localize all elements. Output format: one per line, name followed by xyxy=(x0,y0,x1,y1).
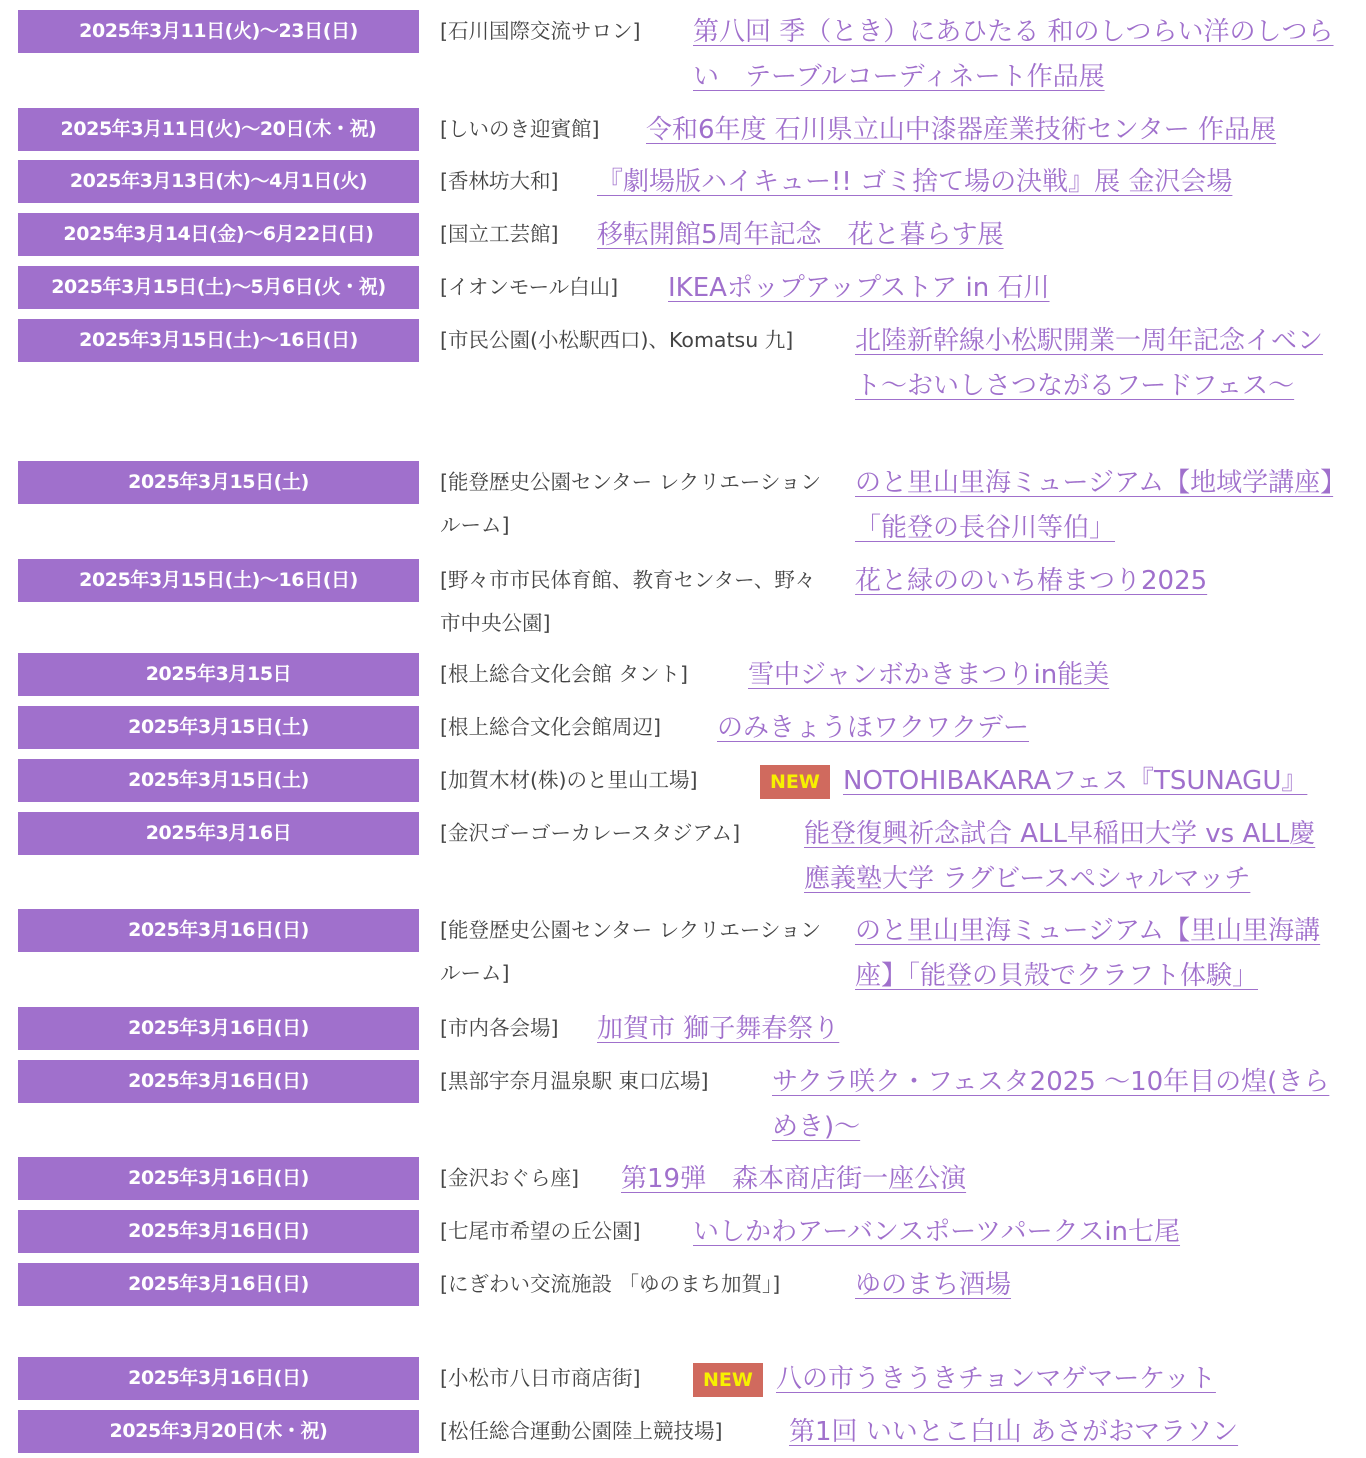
event-date: 2025年3月16日(日) xyxy=(18,909,419,952)
event-title-link[interactable]: 移転開館5周年記念 花と暮らす展 xyxy=(597,220,1004,250)
event-venue: [市民公園(小松駅西口)、Komatsu 九] xyxy=(440,328,794,352)
event-venue: [野々市市民体育館、教育センター、野々市中央公園] xyxy=(440,568,816,635)
event-date: 2025年3月20日(木・祝) xyxy=(18,1410,419,1453)
event-title-link[interactable]: のみきょうほワクワクデー xyxy=(717,713,1030,743)
event-venue: [小松市八日市商店街] xyxy=(440,1366,641,1390)
event-venue: [イオンモール白山] xyxy=(440,275,619,299)
event-title-link[interactable]: 加賀市 獅子舞春祭り xyxy=(597,1014,840,1044)
event-title-link[interactable]: いしかわアーバンスポーツパークスin七尾 xyxy=(693,1217,1181,1247)
event-venue: [しいのき迎賓館] xyxy=(440,117,600,141)
event-title-link[interactable]: 第八回 季（とき）にあひたる 和のしつらい洋のしつらい テーブルコーディネート作品展 xyxy=(693,17,1334,92)
event-date: 2025年3月15日 xyxy=(18,653,419,696)
event-date: 2025年3月11日(火)〜20日(木・祝) xyxy=(18,108,419,151)
event-date: 2025年3月16日(日) xyxy=(18,1357,419,1400)
event-date: 2025年3月16日(日) xyxy=(18,1210,419,1253)
event-venue: [能登歴史公園センター レクリエーションルーム] xyxy=(440,470,822,537)
event-date: 2025年3月15日(土) xyxy=(18,461,419,504)
event-venue: [根上総合文化会館 タント] xyxy=(440,662,689,686)
event-date: 2025年3月15日(土) xyxy=(18,706,419,749)
event-venue: [黒部宇奈月温泉駅 東口広場] xyxy=(440,1069,709,1093)
event-title-link[interactable]: ゆのまち酒場 xyxy=(855,1270,1012,1300)
event-date: 2025年3月15日(土)〜16日(日) xyxy=(18,559,419,602)
event-date: 2025年3月16日(日) xyxy=(18,1263,419,1306)
event-title-link[interactable]: 能登復興祈念試合 ALL早稲田大学 vs ALL慶應義塾大学 ラグビースペシャルマッチ xyxy=(804,819,1316,894)
event-title-link[interactable]: サクラ咲ク・フェスタ2025 〜10年目の煌(きらめき)〜 xyxy=(772,1067,1330,1142)
event-title-link[interactable]: 第1回 いいとこ白山 あさがおマラソン xyxy=(789,1417,1239,1447)
event-title-link[interactable]: 八の市うきうきチョンマゲマーケット xyxy=(776,1364,1216,1394)
event-venue: [七尾市希望の丘公園] xyxy=(440,1219,641,1243)
event-date: 2025年3月16日(日) xyxy=(18,1060,419,1103)
event-venue: [根上総合文化会館周辺] xyxy=(440,715,661,739)
event-venue: [加賀木材(株)のと里山工場] xyxy=(440,768,698,792)
event-date: 2025年3月13日(木)〜4月1日(火) xyxy=(18,160,419,203)
event-title-link[interactable]: 『劇場版ハイキュー!! ゴミ捨て場の決戦』展 金沢会場 xyxy=(597,167,1233,197)
event-title-link[interactable]: 雪中ジャンボかきまつりin能美 xyxy=(748,660,1110,690)
event-venue: [香林坊大和] xyxy=(440,169,559,193)
event-date: 2025年3月16日(日) xyxy=(18,1157,419,1200)
event-title-link[interactable]: 令和6年度 石川県立山中漆器産業技術センター 作品展 xyxy=(646,115,1277,145)
event-title-link[interactable]: NOTOHIBAKARAフェス『TSUNAGU』 xyxy=(843,766,1308,796)
event-date: 2025年3月16日(日) xyxy=(18,1007,419,1050)
new-badge: NEW xyxy=(693,1363,763,1397)
event-date: 2025年3月11日(火)〜23日(日) xyxy=(18,10,419,53)
event-date: 2025年3月14日(金)〜6月22日(日) xyxy=(18,213,419,256)
event-title-link[interactable]: 花と緑ののいち椿まつり2025 xyxy=(855,566,1208,596)
event-date: 2025年3月15日(土) xyxy=(18,759,419,802)
event-date: 2025年3月15日(土)〜16日(日) xyxy=(18,319,419,362)
event-venue: [国立工芸館] xyxy=(440,222,559,246)
event-venue: [金沢おぐら座] xyxy=(440,1166,579,1190)
event-title-link[interactable]: IKEAポップアップストア in 石川 xyxy=(668,273,1050,303)
event-venue: [能登歴史公園センター レクリエーションルーム] xyxy=(440,918,822,985)
event-date: 2025年3月16日 xyxy=(18,812,419,855)
event-venue: [にぎわい交流施設 「ゆのまち加賀」] xyxy=(440,1272,781,1296)
event-date: 2025年3月15日(土)〜5月6日(火・祝) xyxy=(18,266,419,309)
event-venue: [金沢ゴーゴーカレースタジアム] xyxy=(440,821,741,845)
event-venue: [松任総合運動公園陸上競技場] xyxy=(440,1419,723,1443)
new-badge: NEW xyxy=(760,765,830,799)
event-title-link[interactable]: のと里山里海ミュージアム【地域学講座】「能登の長谷川等伯」 xyxy=(855,468,1334,543)
event-venue: [市内各会場] xyxy=(440,1016,559,1040)
event-title-link[interactable]: 北陸新幹線小松駅開業一周年記念イベント〜おいしさつながるフードフェス〜 xyxy=(855,326,1324,401)
event-title-link[interactable]: 第19弾 森本商店街一座公演 xyxy=(621,1164,967,1194)
event-venue: [石川国際交流サロン] xyxy=(440,19,641,43)
event-title-link[interactable]: のと里山里海ミュージアム【里山里海講座】「能登の貝殻でクラフト体験」 xyxy=(855,916,1321,991)
